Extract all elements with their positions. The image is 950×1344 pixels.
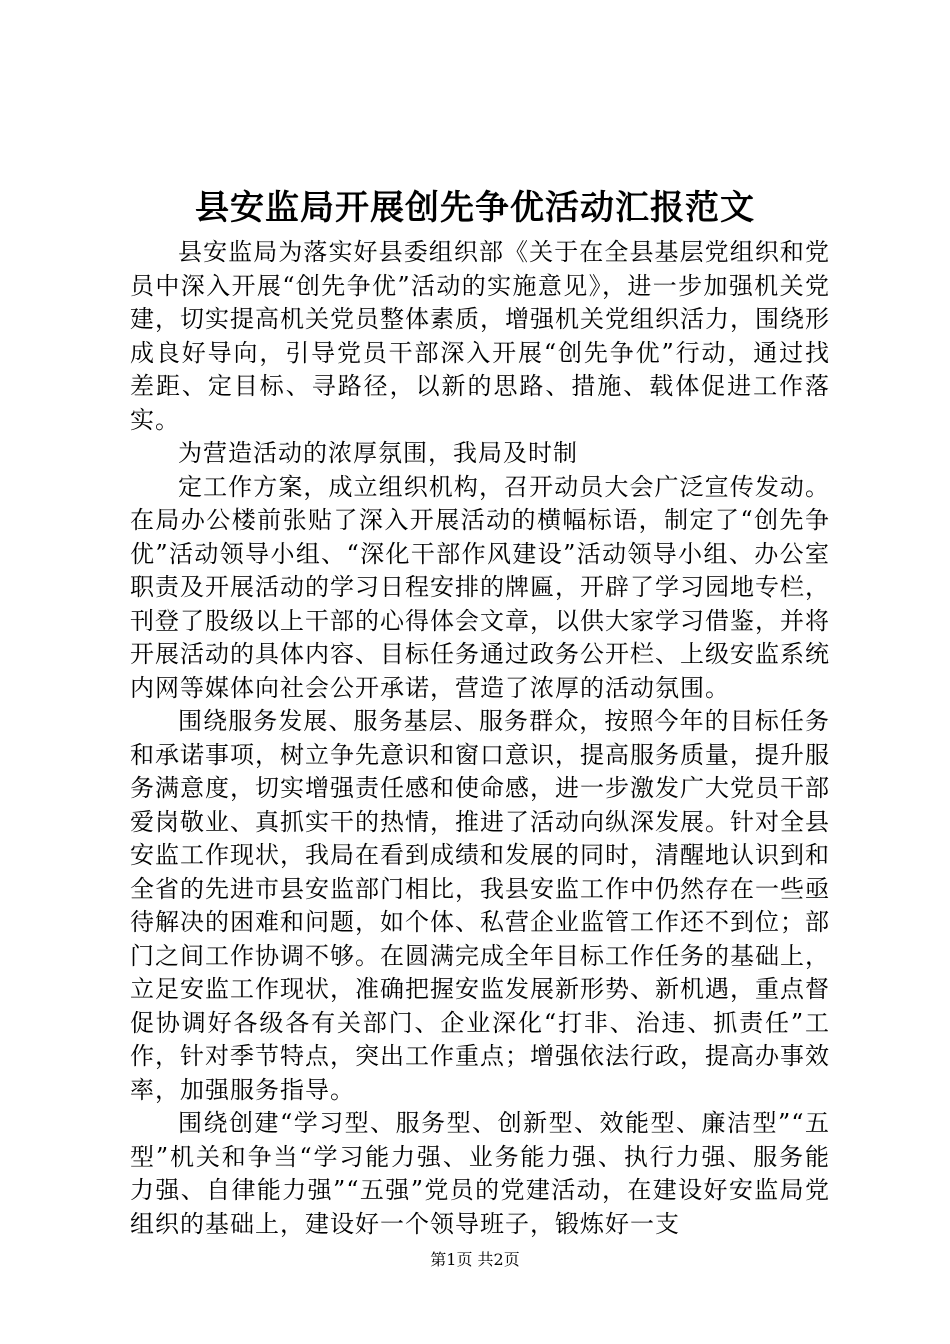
paragraph-3: 定工作方案，成立组织机构，召开动员大会广泛宣传发动。在局办公楼前张贴了深入开展活动的横幅标语，制定了“创先争优”活动领导小组、“深化干部作风建设”活动领导小组、办公室职责及开展活动的学习日程安排的牌匾，开辟了学习园地专栏，刊登了股级以上干部的心得体会文章，以供大家学习借鉴，并将开展活动的具体内容、目标任务通过政务公开栏、上级安监系统内网等媒体向社会公开承诺，营造了浓厚的活动氛围。 — [130, 472, 830, 702]
page-number-current: 第1页 — [430, 1250, 473, 1269]
paragraph-4: 围绕服务发展、服务基层、服务群众，按照今年的目标任务和承诺事项，树立争先意识和窗口意识，提高服务质量，提升服务满意度，切实增强责任感和使命感，进一步激发广大党员干部爱岗敬业、真抓实干的热情，推进了活动向纵深发展。针对全县安监工作现状，我局在看到成绩和发展的同时，清醒地认识到和全省的先进市县安监部门相比，我县安监工作中仍然存在一些亟待解决的困难和问题，如个体、私营企业监管工作还不到位；部门之间工作协调不够。在圆满完成全年目标工作任务的基础上，立足安监工作现状，准确把握安监发展新形势、新机遇，重点督促协调好各级各有关部门、企业深化“打非、治违、抓责任”工作，针对季节特点，突出工作重点；增强依法行政，提高办事效率，加强服务指导。 — [130, 707, 830, 1104]
paragraph-1: 县安监局为落实好县委组织部《关于在全县基层党组织和党员中深入开展“创先争优”活动的实施意见》，进一步加强机关党建，切实提高机关党员整体素质，增强机关党组织活力，围绕形成良好导向，引导党员干部深入开展“创先争优”行动，通过找差距、定目标、寻路径，以新的思路、措施、载体促进工作落实。 — [130, 238, 830, 434]
paragraph-2: 为营造活动的浓厚氛围，我局及时制 — [178, 439, 578, 467]
document-body — [130, 236, 830, 1241]
paragraph-5: 围绕创建“学习型、服务型、创新型、效能型、廉洁型”“五型”机关和争当“学习能力强、业务能力强、执行力强、服务能力强、自律能力强”“五强”党员的党建活动，在建设好安监局党组织的基础上，建设好一个领导班子，锻炼好一支 — [130, 1109, 830, 1238]
page-number-total: 共2页 — [477, 1250, 520, 1269]
page-footer — [0, 1249, 950, 1271]
document-title: 县安监局开展创先争优活动汇报范文 — [195, 188, 755, 228]
